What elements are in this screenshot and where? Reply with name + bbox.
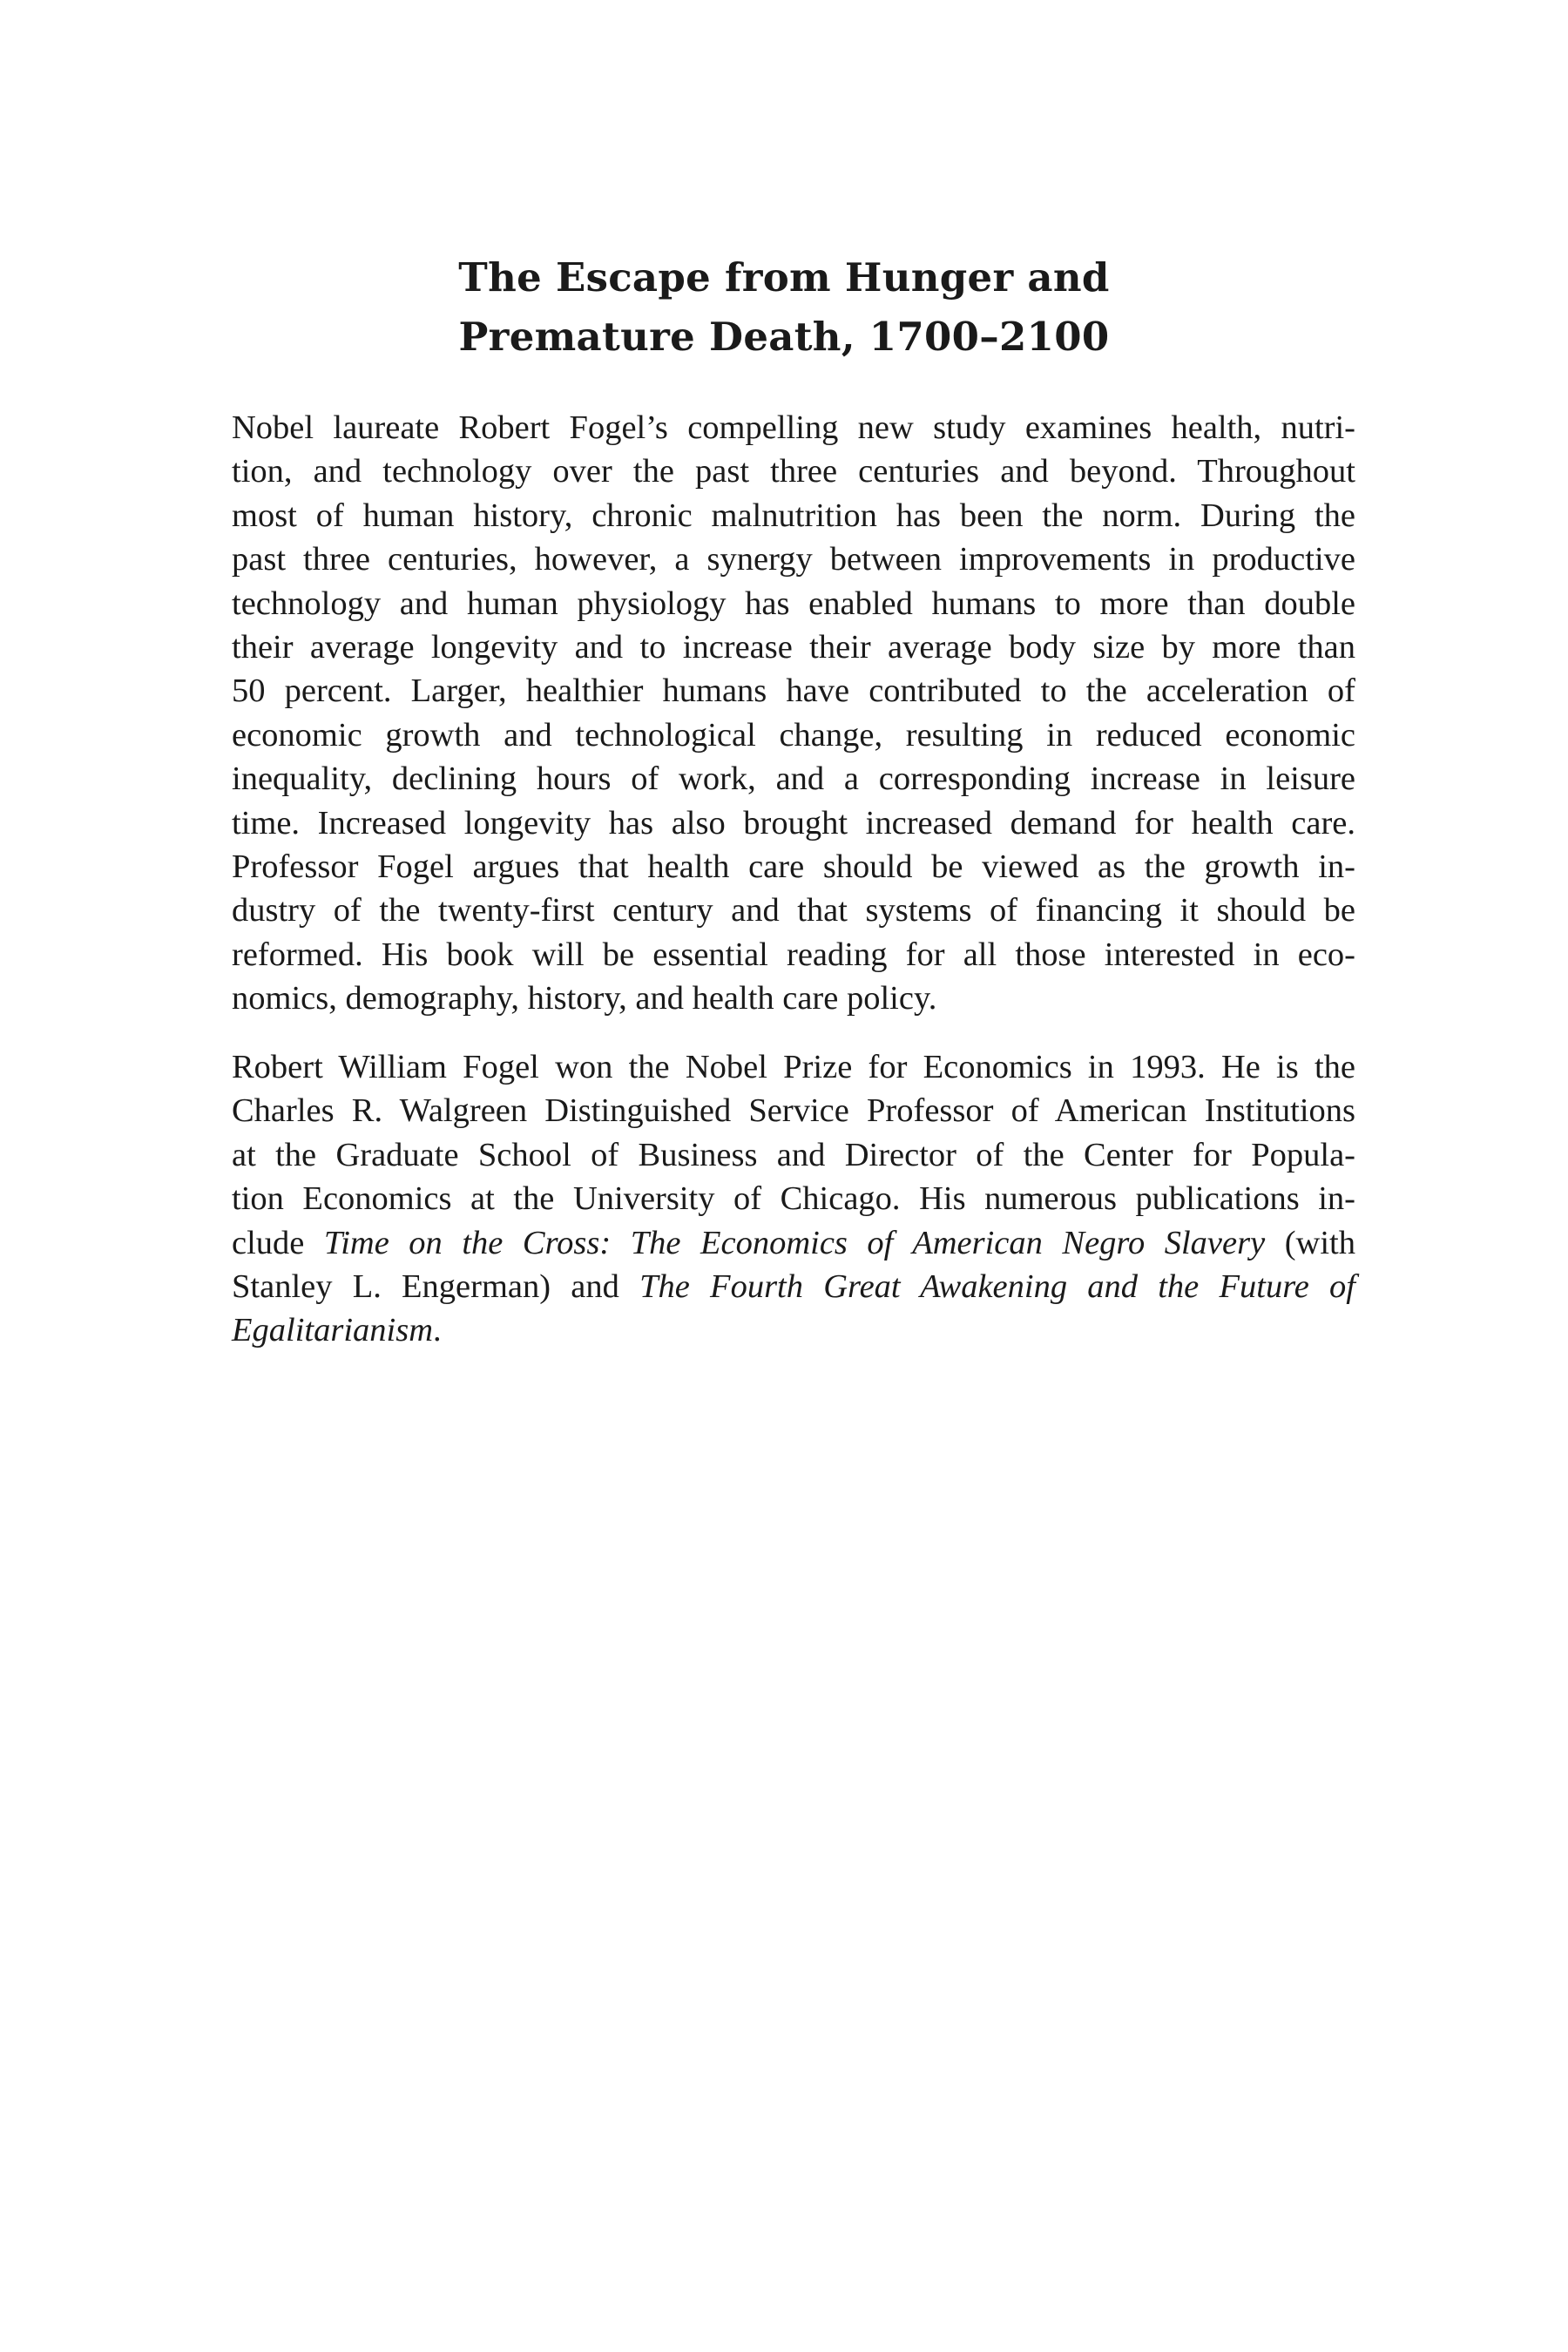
book-title-time-on-the-cross: Time on the Cross: The Economics of American Negro Slavery	[323, 1224, 1266, 1261]
description-line: Nobel laureate Robert Fogel’s compelling new study examines health, nutri-	[232, 409, 1355, 446]
bio-line	[232, 1221, 1355, 1265]
description-line: Professor Fogel argues that health care should be viewed as the growth in-	[232, 848, 1355, 886]
book-title-egalitarianism: Egalitarianism	[232, 1312, 434, 1349]
description-line: nomics, demography, history, and health care policy.	[232, 980, 937, 1017]
book-title-fourth-great-awakening: The Fourth Great Awakening and the Future of	[639, 1268, 1355, 1306]
bio-text: (with	[1265, 1224, 1355, 1261]
description-line: time. Increased longevity has also brought increased demand for health care.	[232, 804, 1355, 841]
description-line: past three centuries, however, a synergy between improvements in productive	[232, 541, 1355, 578]
bio-line	[232, 1308, 1355, 1352]
bio-text: .	[433, 1312, 442, 1349]
book-description	[232, 406, 1355, 1021]
bio-text: Stanley L. Engerman) and	[232, 1268, 640, 1306]
bio-line: at the Graduate School of Business and Director of the Center for Popula-	[232, 1136, 1355, 1173]
description-line: dustry of the twenty-first century and that systems of financing it should be	[232, 892, 1355, 929]
page-title	[0, 248, 1568, 367]
description-line: economic growth and technological change, resulting in reduced economic	[232, 716, 1355, 754]
description-line: 50 percent. Larger, healthier humans have contributed to the acceleration of	[232, 672, 1355, 710]
bio-text: clude	[232, 1224, 324, 1261]
description-line: their average longevity and to increase their average body size by more than	[232, 629, 1355, 666]
title-line-1: The Escape from Hunger and	[458, 254, 1110, 301]
description-line: reformed. His book will be essential reading for all those interested in eco-	[232, 936, 1355, 973]
description-line: tion, and technology over the past three centuries and beyond. Throughout	[232, 453, 1355, 490]
description-line: inequality, declining hours of work, and a corresponding increase in leisure	[232, 760, 1355, 798]
description-line: most of human history, chronic malnutrition has been the norm. During the	[232, 497, 1355, 534]
bio-line: Charles R. Walgreen Distinguished Service Professor of American Institutions	[232, 1092, 1355, 1130]
title-line-2: Premature Death, 1700–2100	[458, 314, 1110, 360]
description-line: technology and human physiology has enabled humans to more than double	[232, 585, 1355, 622]
bio-line: Robert William Fogel won the Nobel Prize for Economics in 1993. He is the	[232, 1049, 1355, 1085]
bio-line	[232, 1265, 1355, 1308]
bio-line: tion Economics at the University of Chicago. His numerous publications in-	[232, 1180, 1355, 1218]
author-bio	[232, 1045, 1355, 1353]
